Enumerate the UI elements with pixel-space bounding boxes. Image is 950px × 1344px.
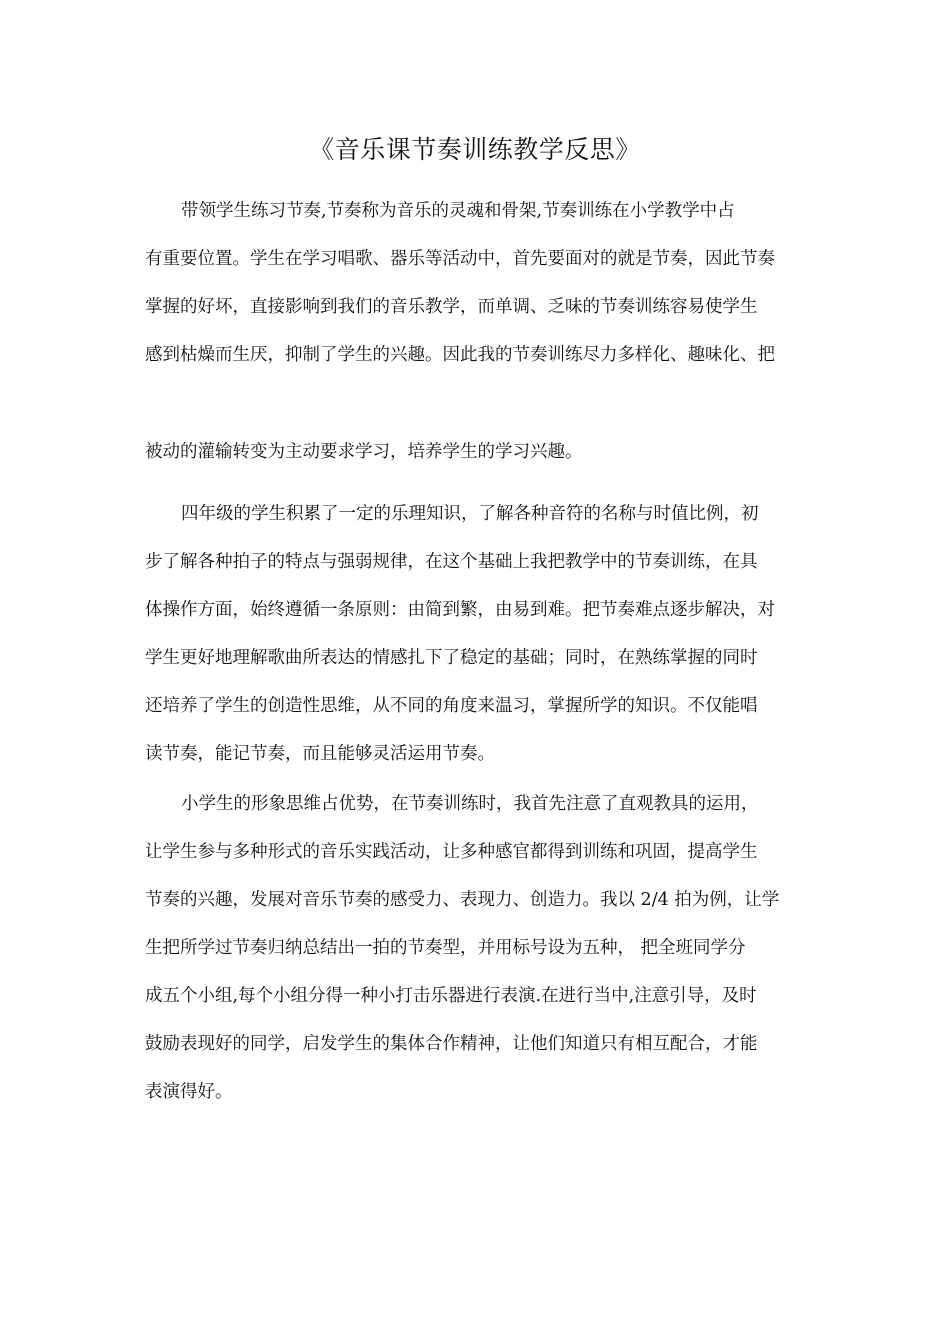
paragraph-line: 学生更好地理解歌曲所表达的情感扎下了稳定的基础；同时，在熟练掌握的同时 [145, 648, 758, 668]
paragraph-line: 被动的灌输转变为主动要求学习，培养学生的学习兴趣。 [145, 442, 583, 462]
paragraph-line: 有重要位置。学生在学习唱歌、器乐等活动中，首先要面对的就是节奏，因此节奏 [145, 249, 775, 269]
paragraph-1 [145, 187, 810, 379]
paragraph-line: 还培养了学生的创造性思维，从不同的角度来温习，掌握所学的知识。不仅能唱 [145, 696, 758, 716]
paragraph-line: 成五个小组,每个小组分得一种小打击乐器进行表演.在进行当中,注意引导，及时 [145, 986, 757, 1006]
paragraph-3 [145, 780, 810, 1116]
paragraph-line: 生把所学过节奏归纳总结出一拍的节奏型，并用标号设为五种， 把全班同学分 [145, 938, 746, 958]
paragraph-line: 带领学生练习节奏,节奏称为音乐的灵魂和骨架,节奏训练在小学教学中占 [181, 201, 735, 221]
paragraph-line: 掌握的好坏，直接影响到我们的音乐教学，而单调、乏味的节奏训练容易使学生 [145, 297, 758, 317]
paragraph-1-continued [145, 428, 810, 476]
paragraph-line: 表演得好。 [145, 1082, 233, 1102]
document-title: 《音乐课节奏训练教学反思》 [309, 135, 641, 164]
paragraph-line: 感到枯燥而生厌，抑制了学生的兴趣。因此我的节奏训练尽力多样化、趣味化、把 [145, 345, 775, 365]
paragraph-2 [145, 490, 810, 778]
paragraph-line: 让学生参与多种形式的音乐实践活动，让多种感官都得到训练和巩固，提高学生 [145, 842, 758, 862]
paragraph-line: 读节奏，能记节奏，而且能够灵活运用节奏。 [145, 744, 495, 764]
paragraph-line: 鼓励表现好的同学，启发学生的集体合作精神，让他们知道只有相互配合，才能 [145, 1034, 758, 1054]
paragraph-line: 节奏的兴趣，发展对音乐节奏的感受力、表现力、创造力。我以 2/4 拍为例，让学 [145, 890, 780, 910]
paragraph-line: 四年级的学生积累了一定的乐理知识，了解各种音符的名称与时值比例，初 [181, 504, 759, 524]
paragraph-line: 小学生的形象思维占优势，在节奏训练时，我首先注意了直观教具的运用， [181, 794, 759, 814]
paragraph-line: 体操作方面，始终遵循一条原则：由简到繁，由易到难。把节奏难点逐步解决，对 [145, 600, 775, 620]
paragraph-line: 步了解各种拍子的特点与强弱规律，在这个基础上我把教学中的节奏训练，在具 [145, 552, 758, 572]
